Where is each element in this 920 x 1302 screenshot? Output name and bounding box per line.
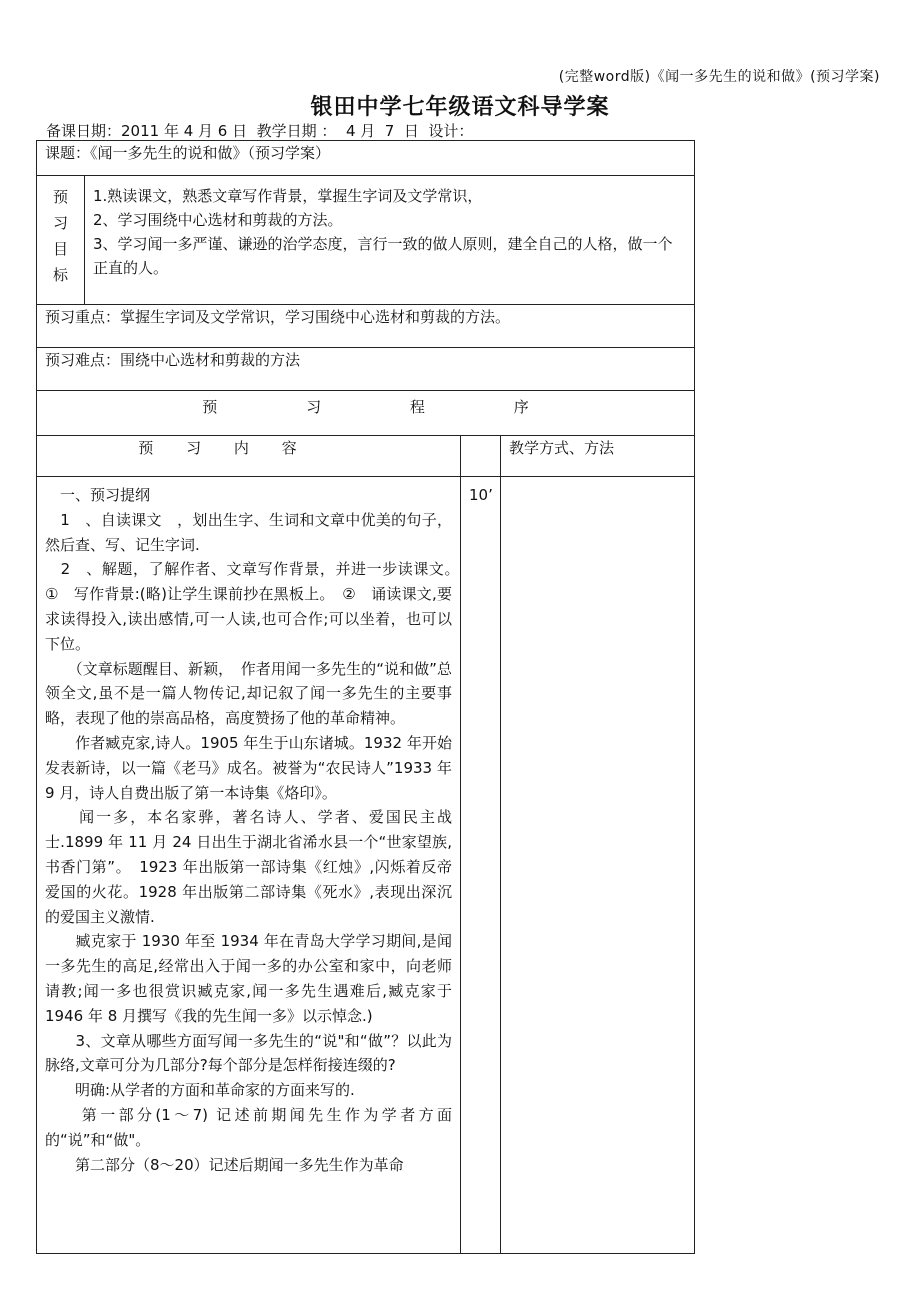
process-heading-char: 序 bbox=[513, 398, 529, 416]
method-cell bbox=[501, 477, 695, 1254]
topic-row bbox=[37, 141, 695, 176]
content-paragraph: 1 、自读课文 ，划出生字、生词和文章中优美的句子，然后查、写、记生字词. bbox=[45, 510, 452, 554]
content-paragraph: 第二部分（8～20）记述后期闻一多先生作为革命 bbox=[45, 1155, 404, 1174]
content-cell bbox=[37, 477, 468, 1254]
content-heading-char: 容 bbox=[281, 439, 297, 457]
goals-label-char: 预 bbox=[52, 188, 68, 206]
goal-item: 3、学习闻一多严谨、谦逊的治学态度，言行一致的做人原则，建全自己的人格，做一个正直的人。 bbox=[93, 235, 673, 277]
content-paragraph: 2 、解题，了解作者、文章写作背景，并进一步读课文。 ① 写作背景:(略)让学生课前抄在黑板上。 ② 诵读课文,要求读得投入,读出感情,可一人读,也可合作;可以坐着，也可以下位。 bbox=[45, 560, 468, 653]
time-cell: 10’ bbox=[461, 477, 501, 1254]
goals-label-char: 目 bbox=[52, 240, 68, 258]
difficulty-row bbox=[37, 348, 695, 391]
process-heading-char: 预 bbox=[202, 398, 218, 416]
goals-label-char: 标 bbox=[52, 266, 68, 284]
content-paragraph: 臧克家于 1930 年至 1934 年在青岛大学学习期间,是闻一多先生的高足,经常出入于闻一多的办公室和家中，向老师请教;闻一多也很赏识臧克家,闻一多先生遇难后,臧克家于 1946 年 8 月撰写《我的先生闻一多》以示悼念.) bbox=[45, 932, 452, 1025]
content-heading-char: 习 bbox=[186, 439, 202, 457]
page-title: 银田中学七年级语文科导学案 bbox=[310, 95, 610, 120]
content-heading-cell bbox=[37, 436, 461, 477]
content-paragraph: 闻一多，本名家骅，著名诗人、学者、爱国民主战士.1899 年 11 月 24 日出生于湖北省浠水县一个“世家望族,书香门第”。 1923 年出版第一部诗集《红烛》,闪烁着反帝爱国的火花。1928 年出版第二部诗集《死水》,表现出深沉的爱国主义激情. bbox=[45, 808, 452, 926]
goals-cell bbox=[85, 176, 695, 305]
content-paragraph: 第一部分(1～7) 记述前期闻先生作为学者方面的“说”和“做"。 bbox=[45, 1105, 452, 1149]
process-heading-char: 习 bbox=[306, 398, 322, 416]
method-heading-cell: 教学方式、方法 bbox=[501, 436, 695, 477]
topic-cell: 课题：《闻一多先生的说和做》（预习学案） bbox=[37, 141, 695, 176]
content-paragraph: （文章标题醒目、新颖， 作者用闻一多先生的“说和做”总领全文,虽不是一篇人物传记,却记叙了闻一多先生的主要事略，表现了他的崇高品格，高度赞扬了他的革命精神。 bbox=[45, 659, 452, 728]
content-paragraph: 作者臧克家,诗人。1905 年生于山东诸城。1932 年开始发表新诗，以一篇《老马》成名。被誉为“农民诗人”1933 年 9 月，诗人自费出版了第一本诗集《烙印》。 bbox=[45, 733, 452, 802]
goal-item: 2、学习围绕中心选材和剪裁的方法。 bbox=[93, 211, 343, 229]
key-point-cell: 预习重点：掌握生字词及文学常识，学习围绕中心选材和剪裁的方法。 bbox=[37, 305, 695, 348]
goal-item: 1.熟读课文，熟悉文章写作背景，掌握生字词及文学常识， bbox=[93, 187, 483, 205]
process-heading-cell bbox=[37, 391, 695, 436]
content-row bbox=[37, 477, 695, 1254]
content-heading-char: 内 bbox=[233, 439, 249, 457]
date-meta-line: 备课日期：2011 年 4 月 6 日 教学日期 ： 4 月 7 日 设计： bbox=[46, 122, 474, 140]
goals-label-cell bbox=[37, 176, 85, 305]
document-header-note: (完整word版)《闻一多先生的说和做》(预习学案) bbox=[558, 69, 880, 85]
process-heading-char: 程 bbox=[409, 398, 425, 416]
content-paragraph: 3、文章从哪些方面写闻一多先生的“说"和“做”？以此为脉络,文章可分为几部分?每个部分是怎样衔接连缀的? bbox=[45, 1031, 452, 1075]
time-heading-cell bbox=[461, 436, 501, 477]
process-heading-row bbox=[37, 391, 695, 436]
column-heading-row bbox=[37, 436, 695, 477]
goals-row bbox=[37, 176, 695, 305]
lesson-plan-table bbox=[36, 140, 695, 1254]
content-heading-char: 预 bbox=[138, 439, 154, 457]
difficulty-cell: 预习难点：围绕中心选材和剪裁的方法 bbox=[37, 348, 695, 391]
key-point-row bbox=[37, 305, 695, 348]
goals-label-char: 习 bbox=[52, 214, 68, 232]
content-paragraph: 明确:从学者的方面和革命家的方面来写的. bbox=[45, 1081, 355, 1100]
content-paragraph: 一、预习提纲 bbox=[45, 486, 151, 504]
